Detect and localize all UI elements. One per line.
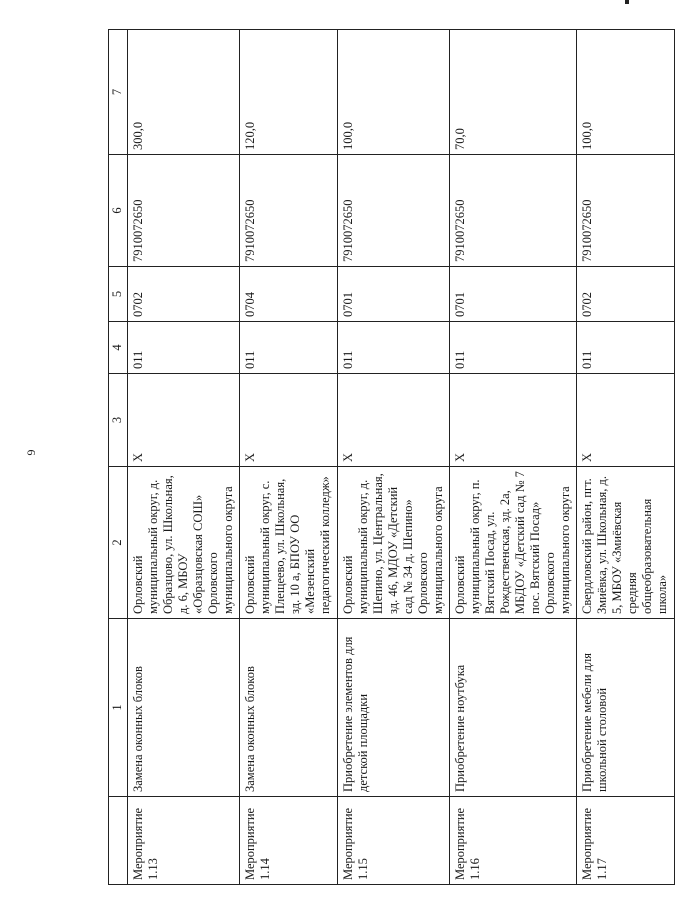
cell-col7: 300,0 <box>128 30 240 155</box>
cell-col7: 120,0 <box>240 30 338 155</box>
scan-mark <box>625 0 629 4</box>
cell-name: Замена оконных блоков <box>240 619 338 797</box>
table-row <box>577 30 675 885</box>
cell-col6: 7910072650 <box>577 155 675 267</box>
cell-col4: 011 <box>577 322 675 374</box>
cell-col5: 0701 <box>338 267 450 322</box>
cell-event: Мероприятие 1.15 <box>338 797 450 885</box>
cell-col6: 7910072650 <box>240 155 338 267</box>
cell-col3: X <box>338 374 450 467</box>
header-cell: 3 <box>109 374 128 467</box>
cell-name: Приобретение элементов для детской площадки <box>338 619 450 797</box>
cell-event: Мероприятие 1.17 <box>577 797 675 885</box>
events-table <box>108 29 675 885</box>
cell-name: Приобретение ноутбука <box>450 619 577 797</box>
cell-col5: 0704 <box>240 267 338 322</box>
cell-col3: X <box>240 374 338 467</box>
cell-col4: 011 <box>338 322 450 374</box>
header-cell: 5 <box>109 267 128 322</box>
cell-name: Замена оконных блоков <box>128 619 240 797</box>
cell-col6: 7910072650 <box>338 155 450 267</box>
cell-place: Орловский муниципальный округ, с. Плещеево, ул. Школьная, зд. 10 а, БПОУ ОО «Мезенский педагогический колледж» <box>240 467 338 619</box>
cell-place: Орловский муниципальный округ, д. Шепино, ул. Центральная, зд. 46, МДОУ «Детский сад № 34 д. Шепино» Орловского муниципального округа <box>338 467 450 619</box>
cell-col5: 0701 <box>450 267 577 322</box>
header-cell <box>109 797 128 885</box>
cell-col4: 011 <box>240 322 338 374</box>
header-cell: 7 <box>109 30 128 155</box>
cell-col3: X <box>128 374 240 467</box>
cell-col3: X <box>577 374 675 467</box>
events-table-wrapper <box>108 30 669 885</box>
cell-place: Орловский муниципальный округ, д. Образцово, ул. Школьная, д. 6, МБОУ «Образцовская СОШ» Орловского муниципального округа <box>128 467 240 619</box>
header-cell: 2 <box>109 467 128 619</box>
cell-place: Орловский муниципальный округ, п. Вятский Посад, ул. Рождественская, зд. 2а, МБДОУ «Детский сад № 7 пос. Вятский Посад» Орловского муниципального округа <box>450 467 577 619</box>
cell-col7: 70,0 <box>450 30 577 155</box>
page-number: 6 <box>24 449 39 456</box>
cell-event: Мероприятие 1.13 <box>128 797 240 885</box>
header-cell: 1 <box>109 619 128 797</box>
header-cell: 6 <box>109 155 128 267</box>
cell-event: Мероприятие 1.14 <box>240 797 338 885</box>
cell-col6: 7910072650 <box>450 155 577 267</box>
cell-col4: 011 <box>128 322 240 374</box>
table-row <box>338 30 450 885</box>
cell-col3: X <box>450 374 577 467</box>
cell-event: Мероприятие 1.16 <box>450 797 577 885</box>
table-row <box>240 30 338 885</box>
cell-place: Свердловский район, пгт. Змиёвка, ул. Школьная, д. 5, МБОУ «Змиёвская средняя общеобразовательная школа» <box>577 467 675 619</box>
header-row <box>109 30 128 885</box>
table-row <box>450 30 577 885</box>
table-row <box>128 30 240 885</box>
cell-col5: 0702 <box>577 267 675 322</box>
cell-col5: 0702 <box>128 267 240 322</box>
cell-col4: 011 <box>450 322 577 374</box>
cell-col6: 7910072650 <box>128 155 240 267</box>
header-cell: 4 <box>109 322 128 374</box>
cell-col7: 100,0 <box>338 30 450 155</box>
cell-name: Приобретение мебели для школьной столовой <box>577 619 675 797</box>
cell-col7: 100,0 <box>577 30 675 155</box>
